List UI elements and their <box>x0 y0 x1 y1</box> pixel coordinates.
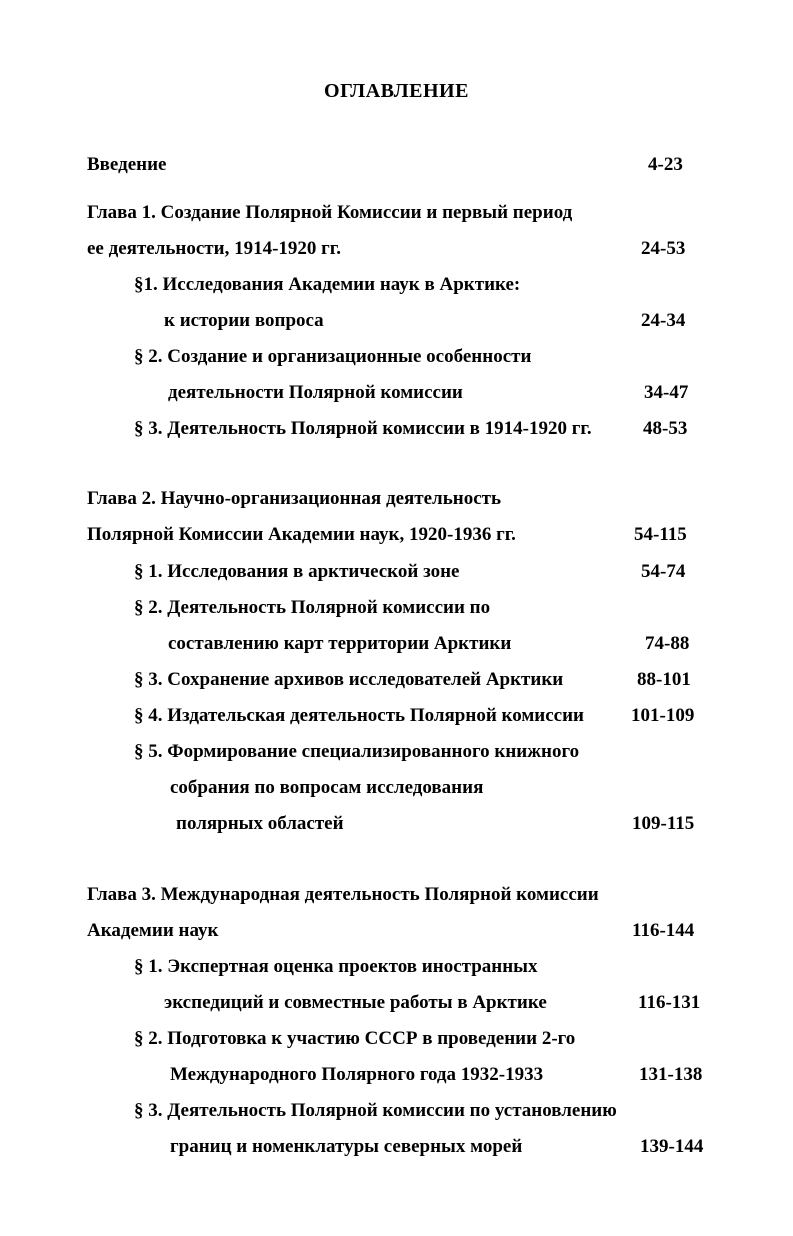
page-title: ОГЛАВЛЕНИЕ <box>324 80 469 102</box>
toc-ch2-sec5-pages: 109-115 <box>632 813 695 834</box>
toc-ch2-sec2-pages: 74-88 <box>645 633 690 654</box>
toc-ch2-sec1-line1: § 1. Исследования в арктической зоне <box>134 561 460 582</box>
toc-ch3-sec3-line1: § 3. Деятельность Полярной комиссии по установлению <box>134 1100 617 1121</box>
toc-chapter3-pages: 116-144 <box>632 920 695 941</box>
toc-ch2-sec1-pages: 54-74 <box>641 561 686 582</box>
toc-chapter1-line2: ее деятельности, 1914-1920 гг. <box>87 238 342 259</box>
toc-intro-pages: 4-23 <box>648 154 683 175</box>
toc-ch2-sec2-line2: составлению карт территории Арктики <box>168 633 512 654</box>
toc-ch1-sec3-pages: 48-53 <box>643 418 688 439</box>
toc-ch2-sec5-line3: полярных областей <box>176 813 344 834</box>
toc-chapter2-line2: Полярной Комиссии Академии наук, 1920-1936 гг. <box>87 524 516 545</box>
toc-ch3-sec2-pages: 131-138 <box>639 1064 703 1085</box>
toc-ch1-sec1-pages: 24-34 <box>641 310 686 331</box>
toc-ch2-sec5-line2: собрания по вопросам исследования <box>170 777 484 798</box>
toc-ch1-sec2-pages: 34-47 <box>644 382 689 403</box>
toc-intro-text: Введение <box>87 154 167 175</box>
toc-ch3-sec2-line2: Международного Полярного года 1932-1933 <box>170 1064 544 1085</box>
toc-ch3-sec1-line1: § 1. Экспертная оценка проектов иностранных <box>134 956 538 977</box>
toc-ch3-sec3-pages: 139-144 <box>640 1136 704 1157</box>
toc-ch1-sec2-line2: деятельности Полярной комиссии <box>168 382 463 403</box>
toc-chapter3-line2: Академии наук <box>87 920 219 941</box>
toc-ch3-sec1-pages: 116-131 <box>638 992 701 1013</box>
toc-ch3-sec2-line1: § 2. Подготовка к участию СССР в проведении 2-го <box>134 1028 576 1049</box>
toc-ch2-sec5-line1: § 5. Формирование специализированного книжного <box>134 741 580 762</box>
toc-chapter2-line1: Глава 2. Научно-организационная деятельность <box>87 488 502 509</box>
toc-ch2-sec4-pages: 101-109 <box>631 705 695 726</box>
toc-ch3-sec3-line2: границ и номенклатуры северных морей <box>170 1136 523 1157</box>
toc-ch2-sec3-pages: 88-101 <box>637 669 691 690</box>
toc-ch1-sec2-line1: § 2. Создание и организационные особенности <box>134 346 532 367</box>
toc-ch2-sec2-line1: § 2. Деятельность Полярной комиссии по <box>134 597 491 618</box>
toc-chapter3-line1: Глава 3. Международная деятельность Полярной комиссии <box>87 884 599 905</box>
toc-ch2-sec4-line1: § 4. Издательская деятельность Полярной комиссии <box>134 705 585 726</box>
toc-ch1-sec1-line1: §1. Исследования Академии наук в Арктике: <box>134 274 521 295</box>
toc-ch3-sec1-line2: экспедиций и совместные работы в Арктике <box>164 992 547 1013</box>
toc-chapter1-pages: 24-53 <box>641 238 686 259</box>
toc-ch1-sec1-line2: к истории вопроса <box>164 310 324 331</box>
toc-chapter1-line1: Глава 1. Создание Полярной Комиссии и первый период <box>87 202 573 223</box>
toc-chapter2-pages: 54-115 <box>634 524 687 545</box>
toc-ch1-sec3-line1: § 3. Деятельность Полярной комиссии в 1914-1920 гг. <box>134 418 592 439</box>
toc-ch2-sec3-line1: § 3. Сохранение архивов исследователей Арктики <box>134 669 564 690</box>
